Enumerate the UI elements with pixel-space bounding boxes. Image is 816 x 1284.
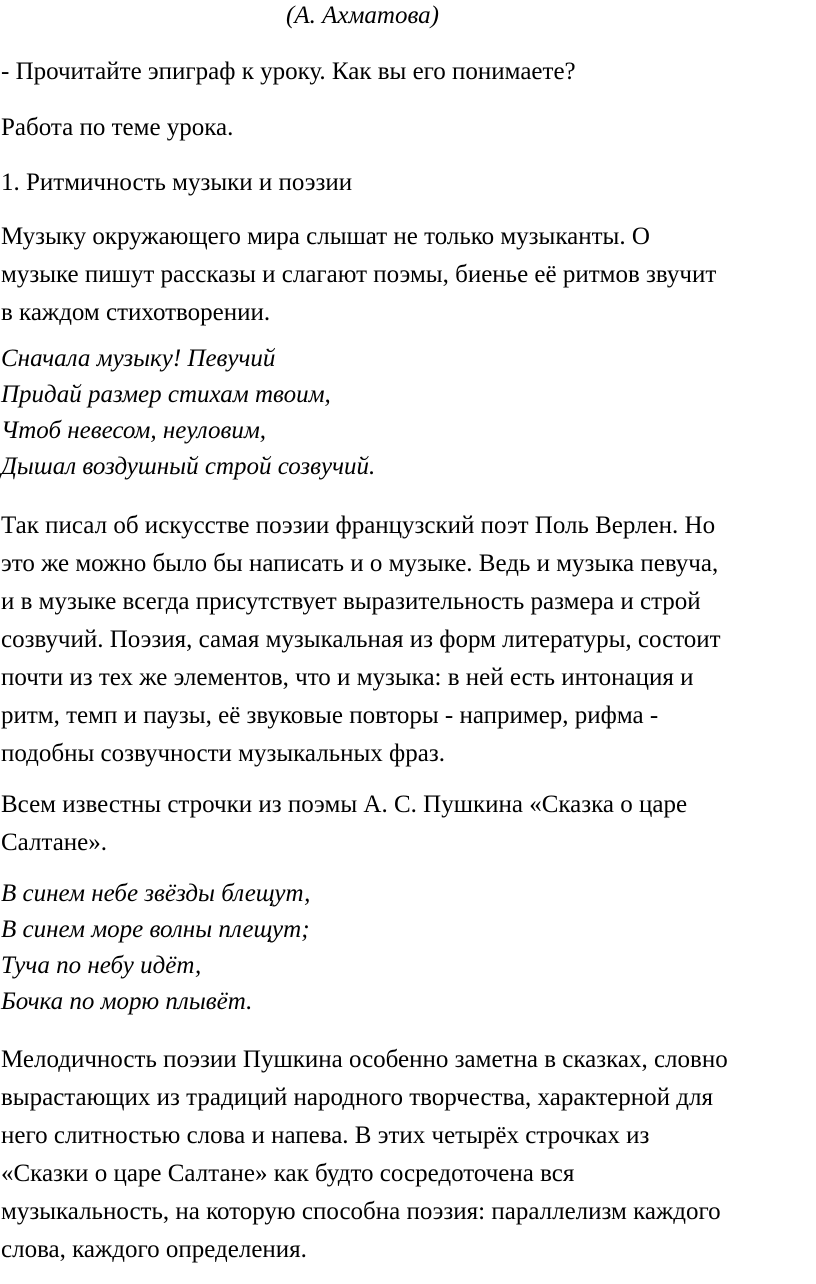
section-heading: 1. Ритмичность музыки и поэзии [1, 169, 353, 196]
paragraph-line: Так писал об искусстве поэзии французский поэт Поль Верлен. Но [1, 512, 716, 539]
paragraph-line: почти из тех же элементов, что и музыка: в ней есть интонация и [1, 664, 694, 691]
paragraph-line: подобны созвучности музыкальных фраз. [1, 740, 445, 767]
paragraph-line: в каждом стихотворении. [1, 299, 271, 326]
epigraph-attribution: (А. Ахматова) [286, 2, 439, 29]
paragraph-pushkin-intro [1, 786, 687, 862]
paragraph-line: это же можно было бы написать и о музыке. Ведь и музыка певуча, [1, 550, 719, 577]
verse-line: В синем море волны плещут; [1, 916, 310, 943]
verse-line: Дышал воздушный строй созвучий. [1, 453, 376, 480]
paragraph-line: музыке пишут рассказы и слагают поэмы, биенье её ритмов звучит [1, 261, 717, 288]
verse-line: Придай размер стихам твоим, [1, 381, 331, 408]
verse-line: В синем небе звёзды блещут, [1, 880, 311, 907]
paragraph-line: слова, каждого определения. [1, 1236, 307, 1263]
paragraph-line: «Сказки о царе Салтане» как будто сосредоточена вся [1, 1160, 575, 1187]
paragraph-verlaine [1, 507, 721, 773]
verse-verlaine [1, 341, 375, 485]
verse-line: Сначала музыку! Певучий [1, 345, 276, 372]
paragraph-line: музыкальность, на которую способна поэзия: параллелизм каждого [1, 1198, 721, 1225]
paragraph-line: Мелодичность поэзии Пушкина особенно заметна в сказках, словно [1, 1046, 728, 1073]
paragraph-line: него слитностью слова и напева. В этих четырёх строчках из [1, 1122, 650, 1149]
verse-pushkin [1, 876, 310, 1020]
paragraph-line: и в музыке всегда присутствует выразительность размера и строй [1, 588, 701, 615]
paragraph-line: созвучий. Поэзия, самая музыкальная из форм литературы, состоит [1, 626, 721, 653]
paragraph-intro [1, 218, 716, 332]
paragraph-melody [1, 1041, 728, 1269]
paragraph-line: Музыку окружающего мира слышат не только музыканты. О [1, 223, 650, 250]
lesson-question: - Прочитайте эпиграф к уроку. Как вы его понимаете? [1, 58, 576, 85]
work-heading: Работа по теме урока. [1, 114, 234, 141]
paragraph-line: Салтане». [1, 829, 108, 856]
paragraph-line: ритм, темп и паузы, её звуковые повторы - например, рифма - [1, 702, 659, 729]
paragraph-line: Всем известны строчки из поэмы А. С. Пушкина «Сказка о царе [1, 791, 688, 818]
verse-line: Бочка по морю плывёт. [1, 988, 253, 1015]
verse-line: Туча по небу идёт, [1, 952, 202, 979]
verse-line: Чтоб невесом, неуловим, [1, 417, 267, 444]
paragraph-line: вырастающих из традиций народного творчества, характерной для [1, 1084, 713, 1111]
